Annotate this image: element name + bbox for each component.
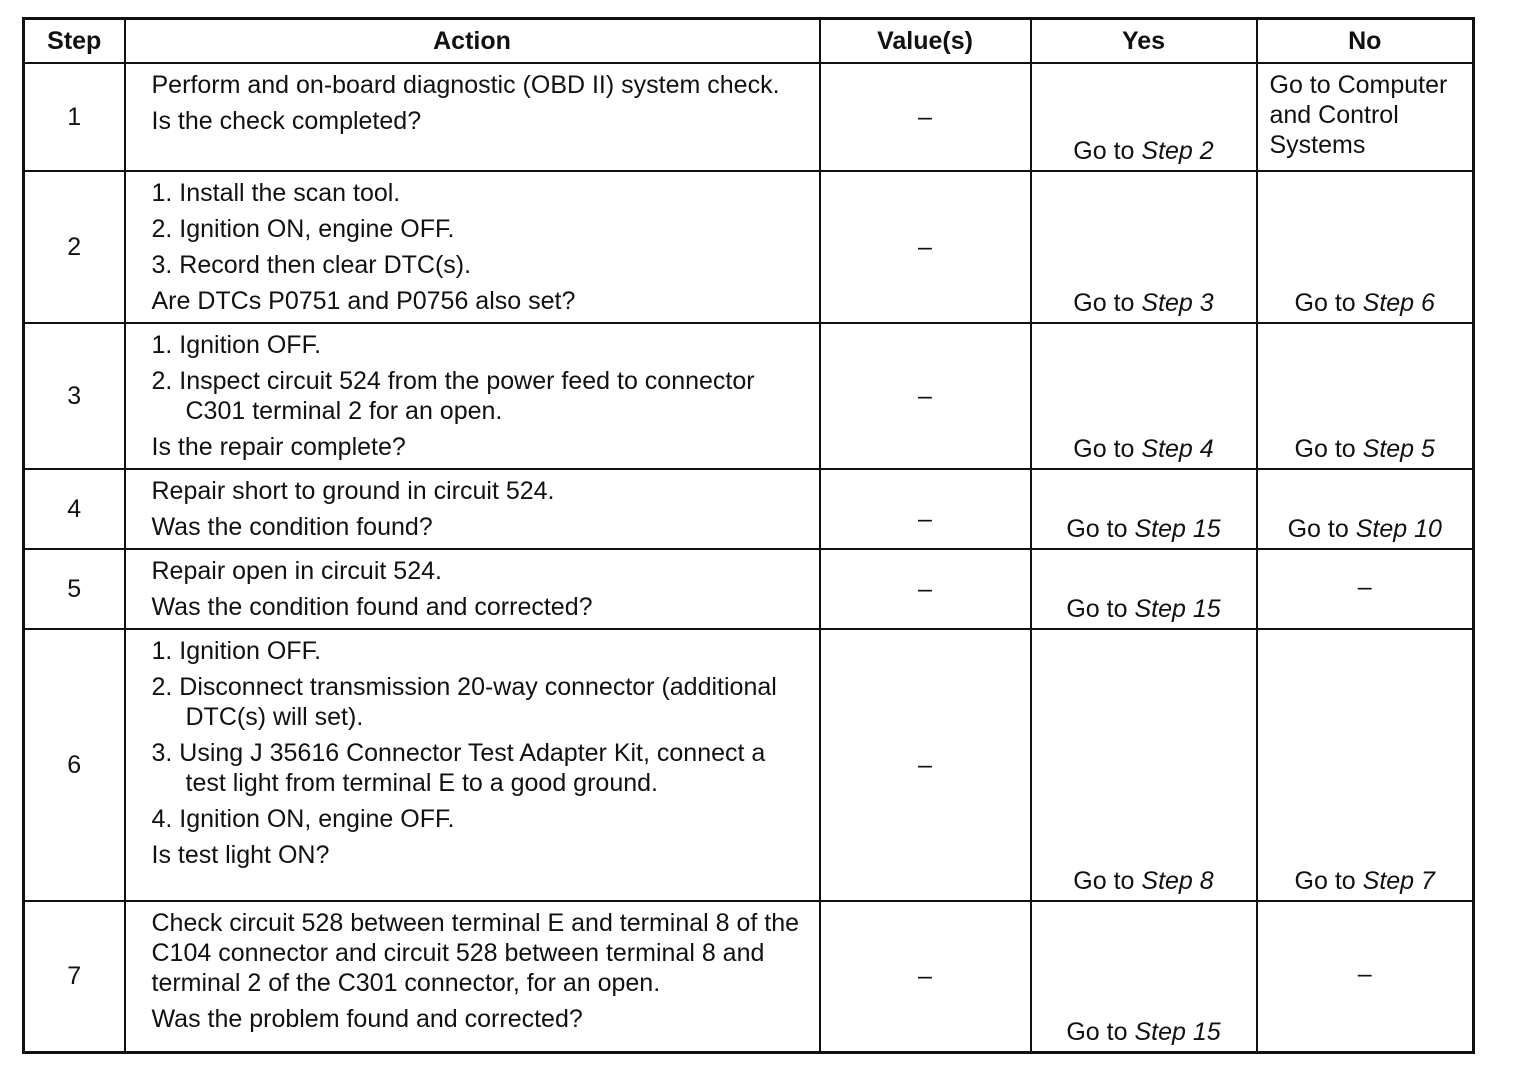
no-step-link: Step 7 [1362,867,1435,895]
table-row [24,171,1474,323]
table-row [24,323,1474,469]
yes-cell [1031,549,1257,629]
action-line: 1. Ignition OFF. [151,331,322,359]
table-row [24,469,1474,549]
yes-step-link: Step 15 [1134,515,1221,543]
step-number: 2 [24,171,125,323]
value-cell: – [820,549,1031,629]
step-number: 7 [24,901,125,1053]
yes-step-link: Step 15 [1134,595,1221,623]
step-number: 3 [24,323,125,469]
action-line: 2. Inspect circuit 524 from the power feed to connector C301 terminal 2 for an open. [151,367,755,425]
yes-cell [1031,171,1257,323]
table-row [24,549,1474,629]
value-cell: – [820,901,1031,1053]
no-prefix: Go to [1294,289,1356,317]
yes-cell [1031,323,1257,469]
no-cell [1257,323,1474,469]
yes-prefix: Go to [1073,289,1135,317]
yes-step-link: Step 15 [1134,1018,1221,1046]
diagnostic-table [22,17,1475,1054]
yes-cell [1031,629,1257,901]
no-prefix: Go to [1287,515,1349,543]
action-line: 1. Ignition OFF. [151,637,322,665]
step-number: 6 [24,629,125,901]
no-step-link: Step 6 [1362,289,1435,317]
yes-prefix: Go to [1066,1018,1128,1046]
yes-prefix: Go to [1073,435,1135,463]
yes-step-link: Step 8 [1141,867,1214,895]
action-question: Is the repair complete? [151,433,406,461]
action-line: Perform and on-board diagnostic (OBD II) system check. [151,71,780,99]
action-line: 3. Record then clear DTC(s). [151,251,472,279]
yes-cell [1031,63,1257,171]
yes-step-link: Step 2 [1141,137,1214,165]
step-number: 1 [24,63,125,171]
action-line: Check circuit 528 between terminal E and terminal 8 of the C104 connector and circuit 528 between terminal 8 and terminal 2 of the C301 connector, for an open. [151,909,800,997]
no-cell: – [1257,549,1474,629]
no-cell: Go to Computer and Control Systems [1257,63,1474,171]
action-cell [125,63,820,171]
yes-step-link: Step 3 [1141,289,1214,317]
yes-cell [1031,901,1257,1053]
header-action: Action [125,19,820,64]
action-question: Was the condition found? [151,513,433,541]
action-cell [125,469,820,549]
step-number: 4 [24,469,125,549]
value-cell: – [820,171,1031,323]
header-no: No [1257,19,1474,64]
table-row [24,629,1474,901]
action-question: Was the problem found and corrected? [151,1005,583,1033]
yes-prefix: Go to [1066,595,1128,623]
action-line: 3. Using J 35616 Connector Test Adapter Kit, connect a test light from terminal E to a good ground. [151,739,766,797]
table-row [24,901,1474,1053]
yes-step-link: Step 4 [1141,435,1214,463]
value-cell: – [820,63,1031,171]
step-number: 5 [24,549,125,629]
action-question: Is the check completed? [151,107,422,135]
action-line: 1. Install the scan tool. [151,179,401,207]
action-cell [125,901,820,1053]
value-cell: – [820,629,1031,901]
yes-prefix: Go to [1066,515,1128,543]
table-row [24,63,1474,171]
no-cell [1257,171,1474,323]
action-cell [125,549,820,629]
yes-prefix: Go to [1073,867,1135,895]
header-row [24,19,1474,64]
action-cell [125,171,820,323]
action-line: 4. Ignition ON, engine OFF. [151,805,455,833]
header-values: Value(s) [820,19,1031,64]
value-cell: – [820,323,1031,469]
action-question: Is test light ON? [151,841,330,869]
action-question: Are DTCs P0751 and P0756 also set? [151,287,576,315]
header-yes: Yes [1031,19,1257,64]
no-prefix: Go to [1294,435,1356,463]
no-cell [1257,469,1474,549]
action-line: 2. Ignition ON, engine OFF. [151,215,455,243]
no-prefix: Go to [1294,867,1356,895]
action-question: Was the condition found and corrected? [151,593,593,621]
no-step-link: Step 5 [1362,435,1435,463]
action-cell [125,629,820,901]
no-cell: – [1257,901,1474,1053]
no-cell [1257,629,1474,901]
action-cell [125,323,820,469]
yes-cell [1031,469,1257,549]
no-step-link: Step 10 [1355,515,1442,543]
action-line: 2. Disconnect transmission 20-way connector (additional DTC(s) will set). [151,673,777,731]
yes-prefix: Go to [1073,137,1135,165]
header-step: Step [24,19,125,64]
action-line: Repair open in circuit 524. [151,557,442,585]
action-line: Repair short to ground in circuit 524. [151,477,555,505]
value-cell: – [820,469,1031,549]
